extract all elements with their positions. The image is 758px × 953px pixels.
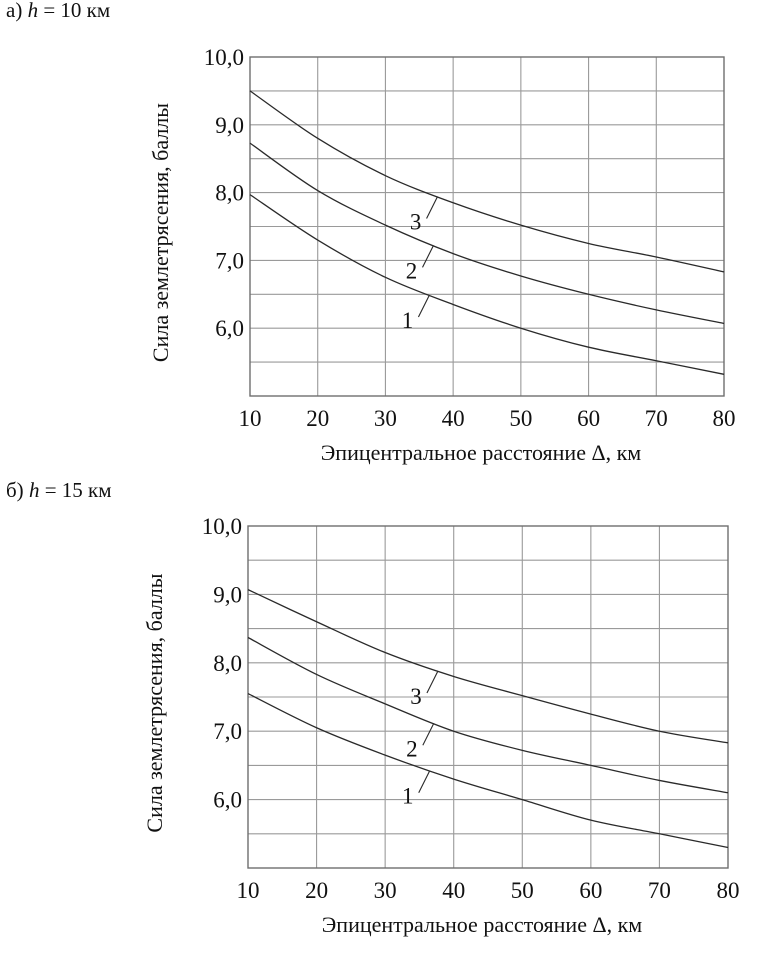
x-tick-label: 80 bbox=[716, 878, 740, 903]
x-tick-label: 60 bbox=[577, 406, 601, 431]
panel-b-param-symbol: h bbox=[28, 478, 40, 502]
series-leader-line bbox=[427, 197, 438, 219]
series-label: 3 bbox=[409, 209, 422, 235]
series-leader-line bbox=[423, 245, 434, 267]
series-label: 2 bbox=[406, 736, 418, 762]
series-label: 3 bbox=[410, 683, 422, 709]
x-tick-label: 40 bbox=[442, 878, 466, 903]
chart-panel-a bbox=[0, 0, 758, 470]
panel-a-param-symbol: h bbox=[27, 0, 39, 22]
x-tick-label: 40 bbox=[441, 406, 465, 431]
x-tick-label: 50 bbox=[510, 878, 534, 903]
y-tick-label: 6,0 bbox=[213, 787, 242, 813]
panel-a-param-value: = 10 км bbox=[43, 0, 111, 22]
y-tick-label: 10,0 bbox=[201, 514, 242, 539]
x-tick-label: 70 bbox=[647, 878, 671, 903]
series-label: 2 bbox=[405, 258, 418, 284]
y-tick-label: 9,0 bbox=[215, 112, 244, 138]
series-leader-line bbox=[419, 771, 430, 793]
curve-series-2 bbox=[250, 143, 724, 323]
x-tick-label: 30 bbox=[373, 878, 397, 903]
y-tick-label: 7,0 bbox=[213, 719, 242, 745]
series-label: 1 bbox=[401, 307, 414, 333]
x-tick-label: 60 bbox=[579, 878, 603, 903]
y-tick-label: 10,0 bbox=[203, 45, 244, 70]
x-tick-label: 80 bbox=[712, 406, 736, 431]
x-tick-label: 10 bbox=[236, 878, 260, 903]
x-tick-label: 30 bbox=[373, 406, 397, 431]
curve-series-3 bbox=[250, 91, 724, 272]
series-leader-line bbox=[418, 295, 429, 317]
curve-series-3 bbox=[248, 590, 728, 743]
series-leader-line bbox=[427, 671, 438, 693]
y-tick-label: 7,0 bbox=[215, 248, 244, 274]
series-leader-line bbox=[423, 723, 434, 745]
x-axis-title: Эпицентральное расстояние Δ, км bbox=[320, 440, 642, 465]
curve-series-1 bbox=[248, 694, 728, 848]
panel-b-label: б) bbox=[6, 478, 24, 502]
series-label: 1 bbox=[401, 783, 414, 809]
curve-series-2 bbox=[248, 637, 728, 792]
x-tick-label: 20 bbox=[306, 406, 330, 431]
x-tick-label: 50 bbox=[509, 406, 533, 431]
y-axis-title: Сила землетрясения, баллы bbox=[148, 102, 173, 363]
y-axis-title: Сила землетрясения, баллы bbox=[142, 573, 167, 833]
curve-series-1 bbox=[250, 195, 724, 375]
y-tick-label: 9,0 bbox=[213, 582, 242, 608]
y-tick-label: 8,0 bbox=[215, 180, 244, 206]
x-tick-label: 70 bbox=[644, 406, 668, 431]
x-axis-title: Эпицентральное расстояние Δ, км bbox=[321, 912, 643, 937]
panel-b-param-value: = 15 км bbox=[44, 478, 112, 502]
x-tick-label: 10 bbox=[238, 406, 262, 431]
chart-panel-b bbox=[0, 478, 758, 948]
x-tick-label: 20 bbox=[305, 878, 329, 903]
y-tick-label: 6,0 bbox=[215, 316, 244, 342]
y-tick-label: 8,0 bbox=[213, 650, 242, 676]
panel-a-label: а) bbox=[6, 0, 23, 22]
